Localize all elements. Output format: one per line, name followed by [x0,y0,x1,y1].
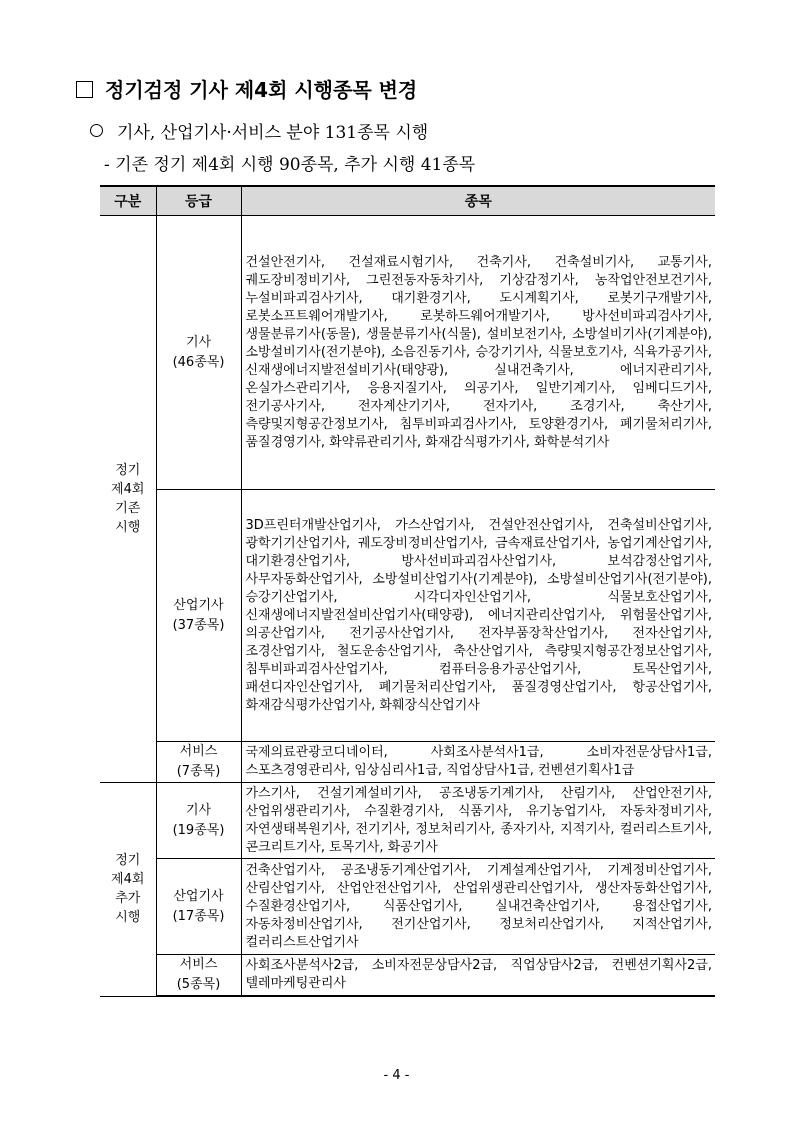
table-row [100,859,715,955]
circle-bullet-icon [90,124,103,137]
exam-items-table [100,185,715,997]
category-added [100,783,156,997]
table-row [100,783,715,859]
category-existing [100,216,156,783]
checkbox-square-icon [76,81,93,98]
table-row [100,490,715,742]
table-row [100,216,715,490]
grade-count: (46종목) [172,354,225,370]
items-cell: 건축산업기사, 공조냉동기계산업기사, 기계설계산업기사, 기계정비산업기사, 산림산업기사, 산업안전산업기사, 산업위생관리산업기사, 생산자동화산업기사, 수질환경산업기사, 식품산업기사, 실내건축산업기사, 용접산업기사, 자동차정비산업기사, 전기산업기사, 정보처리산업기사, 지적산업기사, 컬러리스트산업기사 [241,859,715,955]
grade-label: 산업기사 [173,597,224,613]
grade-count: (19종목) [172,822,225,838]
grade-label: 기사 [185,802,212,818]
grade-cell [156,783,241,859]
grade-count: (7종목) [176,764,221,779]
grade-cell [156,216,241,490]
grade-label: 기사 [185,334,212,350]
items-cell: 국제의료관광코디네이터, 사회조사분석사1급, 소비자전문상담사1급, 스포츠경영관리사, 임상심리사1급, 직업상담사1급, 컨벤션기획사1급 [241,742,715,783]
items-cell: 사회조사분석사2급, 소비자전문상담사2급, 직업상담사2급, 컨벤션기획사2급, 텔레마케팅관리사 [241,955,715,997]
table-row [100,955,715,997]
grade-label: 서비스 [179,957,218,972]
main-bullet [90,118,428,143]
items-cell: 3D프린터개발산업기사, 가스산업기사, 건설안전산업기사, 건축설비산업기사, 광학기기산업기사, 궤도장비정비산업기사, 금속재료산업기사, 농업기계산업기사, 대기환경산업기사, 방사선비파괴검사산업기사, 보석감정산업기사, 사무자동화산업기사, 소방설비산업기사(기계분야), 소방설비산업기사(전기분야), 승강기산업기사, 시각디자인산업기사, 식물보호산업기사, 신재생에너지발전설비산업기사(태양광), 에너지관리산업기사, 위험물산업기사, 의공산업기사, 전기공사산업기사, 전자부품장착산업기사, 전자산업기사, 조경산업기사, 철도운송산업기사, 축산산업기사, 측량및지형공간정보산업기사, 침투비파괴검사산업기사, 컴퓨터응용가공산업기사, 토목산업기사, 패션디자인산업기사, 폐기물처리산업기사, 품질경영산업기사, 항공산업기사, 화재감식평가산업기사, 화훼장식산업기사 [241,490,715,742]
section-heading-text: 정기검정 기사 제4회 시행종목 변경 [105,78,418,102]
category-line: 시행 [115,520,141,535]
sub-bullet: - 기존 정기 제4회 시행 90종목, 추가 시행 41종목 [104,155,476,175]
category-line: 정기 [115,463,141,478]
grade-cell [156,859,241,955]
category-line: 제4회 [111,482,145,497]
grade-label: 산업기사 [173,888,224,904]
category-line: 제4회 [111,872,145,888]
grade-label: 서비스 [179,744,218,759]
category-line: 시행 [115,910,141,926]
category-line: 추가 [115,891,141,907]
grade-count: (37종목) [172,617,225,633]
grade-cell [156,742,241,783]
grade-count: (5종목) [176,977,221,992]
header-category: 구분 [100,186,156,216]
items-cell: 건설안전기사, 건설재료시험기사, 건축기사, 건축설비기사, 교통기사, 궤도장비정비기사, 그린전동자동차기사, 기상감정기사, 농작업안전보건기사, 누설비파괴검사기사, 대기환경기사, 도시계획기사, 로봇기구개발기사, 로봇소프트웨어개발기사, 로봇하드웨어개발기사, 방사선비파괴검사기사, 생물분류기사(동물), 생물분류기사(식물), 설비보전기사, 소방설비기사(기계분야), 소방설비기사(전기분야), 소음진동기사, 승강기기사, 식물보호기사, 식육가공기사, 신재생에너지발전설비기사(태양광), 실내건축기사, 에너지관리기사, 온실가스관리기사, 응용지질기사, 의공기사, 일반기계기사, 임베디드기사, 전기공사기사, 전자계산기기사, 전자기사, 조경기사, 축산기사, 측량및지형공간정보기사, 침투비파괴검사기사, 토양환경기사, 폐기물처리기사, 품질경영기사, 화약류관리기사, 화재감식평가기사, 화학분석기사 [241,216,715,490]
table-row [100,742,715,783]
main-bullet-text: 기사, 산업기사·서비스 분야 131종목 시행 [117,123,429,143]
section-heading [76,74,417,103]
category-line: 정기 [115,853,141,869]
grade-cell [156,955,241,997]
items-cell: 가스기사, 건설기계설비기사, 공조냉동기계기사, 산림기사, 산업안전기사, 산업위생관리기사, 수질환경기사, 식품기사, 유기농업기사, 자동차정비기사, 자연생태복원기사, 전기기사, 정보처리기사, 종자기사, 지적기사, 컬러리스트기사, 콘크리트기사, 토목기사, 화공기사 [241,783,715,859]
category-line: 기존 [115,501,141,516]
page-number: - 4 - [383,1068,410,1083]
header-grade: 등급 [156,186,241,216]
header-items: 종목 [241,186,715,216]
grade-cell [156,490,241,742]
grade-count: (17종목) [172,908,225,924]
table-header-row [100,186,715,216]
